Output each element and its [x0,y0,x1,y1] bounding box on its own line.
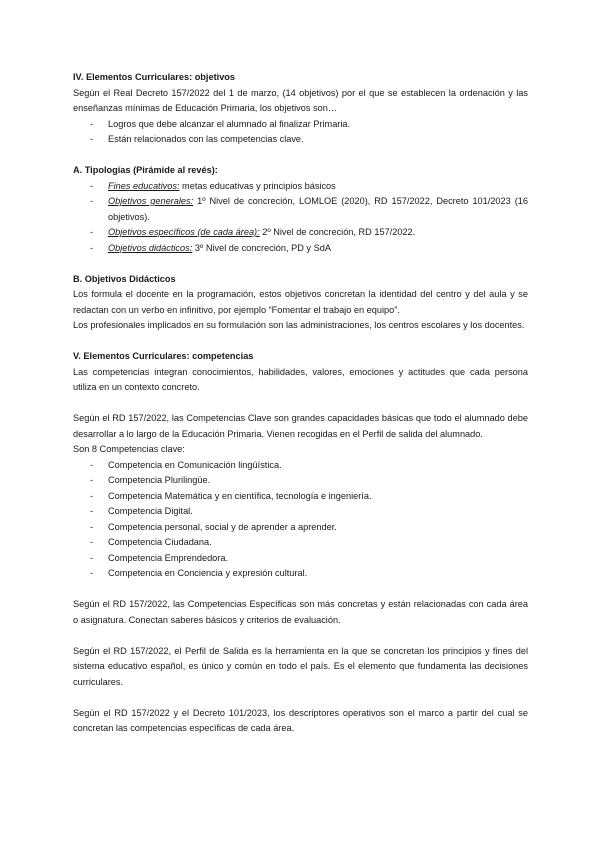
section-a-list [73,179,528,257]
term-description: metas educativas y principios básicos [179,180,336,191]
list-item-text: Logros que debe alcanzar el alumnado al finalizar Primaria. [108,118,351,129]
section-v-paragraph: Según el RD 157/2022 y el Decreto 101/2023, los descriptores operativos son el marco a partir del cual se concretan las competencias específicas de cada área. [73,707,528,733]
section-iv-list [73,117,528,148]
bullet-dash: - [90,227,94,237]
bullet-dash: - [90,506,94,516]
list-item [73,535,528,551]
term-description: 3º Nivel de concreción, PD y SdA [192,242,331,253]
section-v-paragraph: Según el RD 157/2022, las Competencias Clave son grandes capacidades básicas que todo el alumnado debe desarrollar a lo largo de la Educación Primaria. Vienen recogidas en el Perfil de salida del alumnado. [73,413,528,439]
bullet-dash: - [90,134,94,144]
list-item-text: Competencia Digital. [108,506,193,516]
term-description: 2º Nivel de concreción, RD 157/2022. [259,227,416,237]
section-b-title: B. Objetivos Didácticos [73,273,176,284]
bullet-dash: - [90,490,94,501]
bullet-dash: - [90,521,94,532]
list-item [73,458,528,474]
section-b-paragraph: Los profesionales implicados en su formulación son las administraciones, los centros escolares y los docentes. [73,320,525,330]
bullet-dash: - [90,475,94,485]
bullet-dash: - [90,196,94,206]
term: Objetivos específicos (de cada área): [108,227,260,237]
list-item-text: Competencia personal, social y de aprender a aprender. [108,521,337,532]
document-body [73,70,528,737]
list-item [73,194,528,225]
list-item [73,520,528,536]
term: Objetivos generales: [108,196,194,206]
list-item [73,241,528,257]
bullet-dash: - [90,242,94,253]
section-b-paragraph: Los formula el docente en la programación, estos objetivos concretan la identidad del centro y del aula y se redactan con un verbo en infinitivo, por ejemplo “Fomentar el trabajo en equipo”. [73,289,528,315]
list-item-text: Competencia Matemática y en científica, tecnología e ingeniería. [108,490,372,501]
list-item [73,504,528,520]
list-item-text: Competencia en Conciencia y expresión cultural. [108,568,308,578]
list-item [73,132,528,148]
list-item [73,566,528,582]
section-v-paragraph: Según el RD 157/2022, las Competencias Específicas son más concretas y están relacionadas con cada área o asignatura. Conectan saberes básicos y criterios de evaluación. [73,599,528,625]
section-iv-title: IV. Elementos Curriculares: objetivos [73,72,236,82]
list-item-text: Están relacionados con las competencias clave. [108,134,304,144]
term-description: 1º Nivel de concreción, LOMLOE (2020), RD 157/2022, Decreto 101/2023 (16 objetivos). [108,196,528,222]
bullet-dash: - [90,552,94,563]
list-item [73,489,528,505]
section-v-paragraph: Según el RD 157/2022, el Perfil de Salida es la herramienta en la que se concretan los principios y fines del sistema educativo español, es único y común en todo el país. Es el elemento que fundamenta las decisiones curriculares. [73,645,528,687]
list-item-text: Competencia Emprendedora. [108,552,229,563]
competencias-intro: Son 8 Competencias clave: [73,444,185,454]
list-item-text: Competencia Plurilingüe. [108,475,211,485]
list-item-text: Competencia en Comunicación lingüística. [108,459,282,470]
list-item [73,225,528,241]
list-item [73,117,528,133]
bullet-dash: - [90,180,94,191]
bullet-dash: - [90,459,94,470]
section-v-title: V. Elementos Curriculares: competencias [73,351,254,361]
bullet-dash: - [90,537,94,547]
term: Objetivos didácticos: [108,242,193,253]
bullet-dash: - [90,118,94,129]
list-item [73,473,528,489]
section-v-paragraph: Las competencias integran conocimientos, habilidades, valores, emociones y actitudes que cada persona utiliza en un contexto concreto. [73,366,528,392]
section-iv-intro: Según el Real Decreto 157/2022 del 1 de marzo, (14 objetivos) por el que se establecen la ordenación y las enseñanzas mínimas de Educación Primaria, los objetivos son… [73,87,528,113]
term: Fines educativos: [108,180,180,191]
list-item [73,179,528,195]
competencias-list [73,458,528,582]
list-item [73,551,528,567]
section-a-title: A. Tipologías (Pirámide al revés): [73,165,218,175]
bullet-dash: - [90,568,94,578]
list-item-text: Competencia Ciudadana. [108,537,212,547]
